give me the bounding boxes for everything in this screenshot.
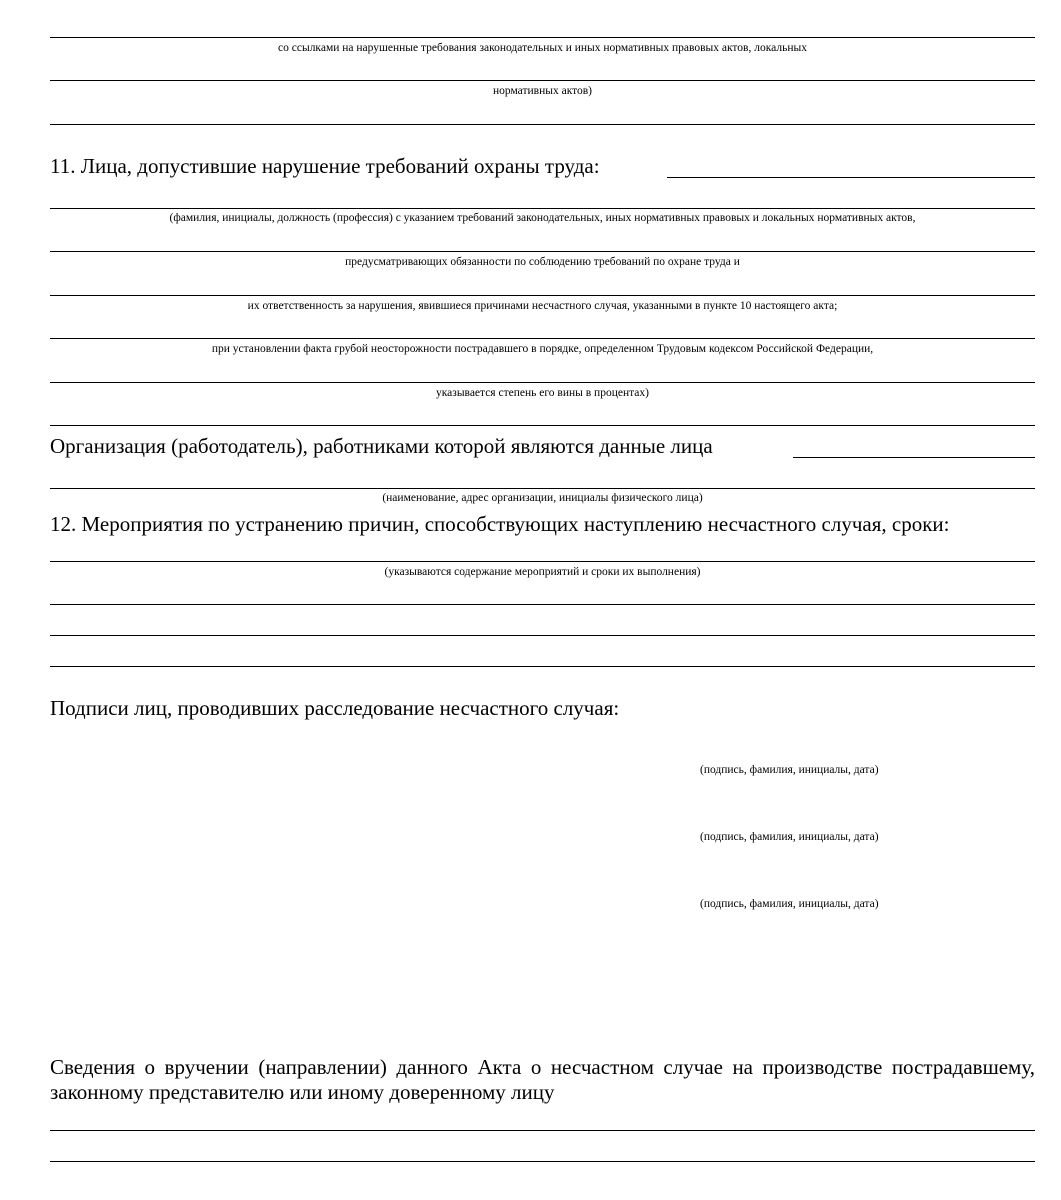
signature-caption: (подпись, фамилия, инициалы, дата) [700, 831, 879, 843]
fill-line[interactable] [50, 251, 1035, 252]
caption-gross-negligence: при установлении факта грубой неосторожности пострадавшего в порядке, определенном Трудовым кодексом Российской Федерации, [211, 343, 874, 355]
fill-line[interactable] [50, 1130, 1035, 1131]
fill-line[interactable] [50, 635, 1035, 636]
caption-guilt-degree: указывается степень его вины в процентах) [436, 387, 649, 399]
signature-caption: (подпись, фамилия, инициалы, дата) [700, 764, 879, 776]
signature-caption: (подпись, фамилия, инициалы, дата) [700, 898, 879, 910]
fill-line[interactable] [50, 425, 1035, 426]
fill-line[interactable] [50, 37, 1035, 38]
fill-line[interactable] [50, 80, 1035, 81]
fill-line[interactable] [50, 208, 1035, 209]
fill-line[interactable] [50, 382, 1035, 383]
caption-persons: (фамилия, инициалы, должность (профессия) с указанием требований законодательных, иных нормативных правовых и локальных нормативных актов, [169, 212, 916, 224]
fill-line[interactable] [50, 124, 1035, 125]
section-12-heading: 12. Мероприятия по устранению причин, способствующих наступлению несчастного случая, сроки: [50, 512, 950, 536]
caption-normative-acts: нормативных актов) [492, 85, 593, 97]
caption-obligations: предусматривающих обязанности по соблюдению требований по охране труда и [345, 256, 740, 268]
fill-line[interactable] [50, 604, 1035, 605]
caption-organization: (наименование, адрес организации, инициалы физического лица) [382, 492, 703, 504]
signatures-heading: Подписи лиц, проводивших расследование несчастного случая: [50, 696, 620, 720]
fill-line[interactable] [50, 666, 1035, 667]
organization-label: Организация (работодатель), работниками которой являются данные лица [50, 434, 713, 458]
fill-line[interactable] [50, 488, 1035, 489]
section-11-inline-fill-line[interactable] [667, 177, 1035, 178]
caption-responsibility: их ответственность за нарушения, явившиеся причинами несчастного случая, указанными в пункте 10 настоящего акта; [247, 300, 838, 312]
delivery-info-text: Сведения о вручении (направлении) данного Акта о несчастном случае на производстве пострадавшему, законному представителю или иному доверенному лицу [50, 1055, 1035, 1104]
fill-line[interactable] [50, 295, 1035, 296]
fill-line[interactable] [50, 1161, 1035, 1162]
fill-line[interactable] [50, 338, 1035, 339]
organization-inline-fill-line[interactable] [793, 457, 1035, 458]
section-11-heading: 11. Лица, допустившие нарушение требований охраны труда: [50, 154, 600, 178]
fill-line[interactable] [50, 561, 1035, 562]
caption-measures: (указываются содержание мероприятий и сроки их выполнения) [384, 566, 701, 578]
caption-violated-requirements: со ссылками на нарушенные требования законодательных и иных нормативных правовых актов, локальных [278, 42, 807, 54]
